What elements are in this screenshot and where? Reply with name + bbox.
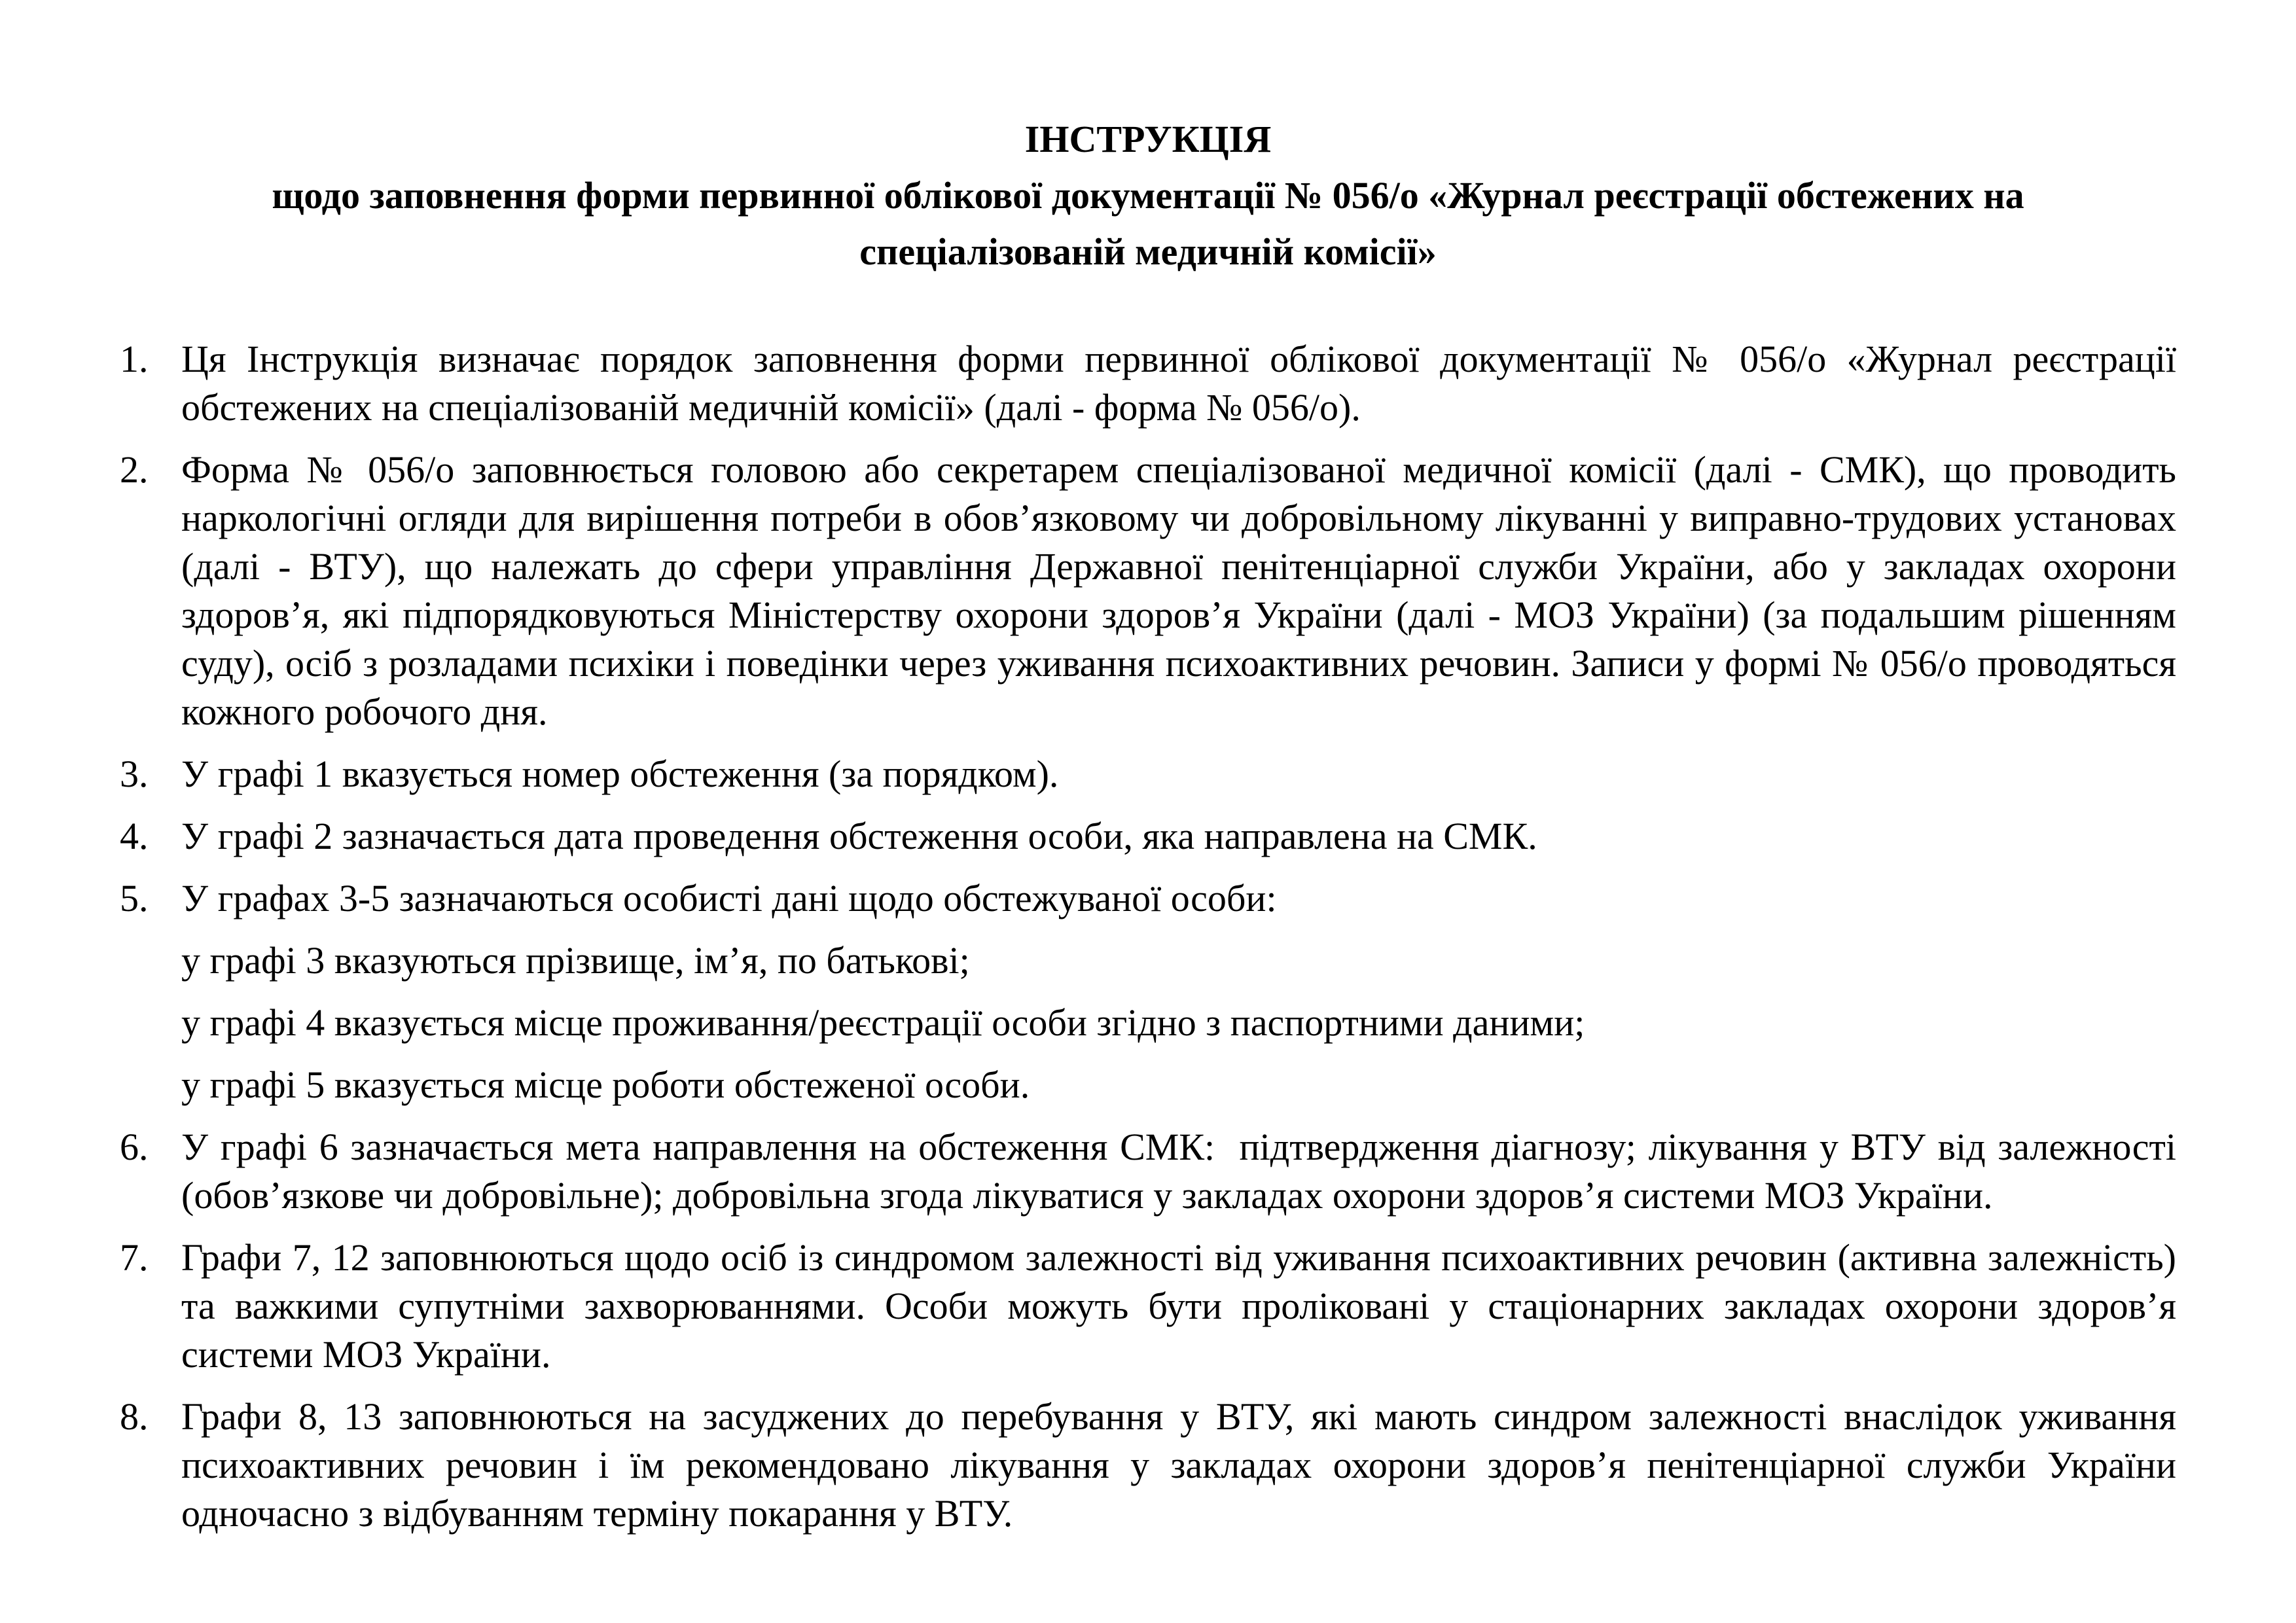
document-title: ІНСТРУКЦІЯ: [1024, 118, 1272, 160]
list-item: [120, 812, 2176, 861]
sub-item: у графі 4 вказується місце проживання/реєстрації особи згідно з паспортними даними;: [181, 1001, 1585, 1044]
list-item-number: 4.: [120, 815, 149, 857]
list-item-text: У графах 3-5 зазначаються особисті дані щодо обстежуваної особи:: [181, 877, 1277, 919]
list-item-text: У графі 2 зазначається дата проведення обстеження особи, яка направлена на СМК.: [181, 815, 1537, 857]
list-item: [120, 446, 2176, 736]
list-item-text: Графи 7, 12 заповнюються щодо осіб із синдромом залежності від уживання психоактивних речовин (активна залежність) та важкими супутніми захворюваннями. Особи можуть бути проліковані у стаціонарних закладах охорони здоров’я системи МОЗ України.: [181, 1236, 2176, 1376]
list-item-text: Ця Інструкція визначає порядок заповнення форми первинної облікової документації № 056/о «Журнал реєстрації обстежених на спеціалізованій медичній комісії» (далі - форма № 056/о).: [181, 338, 2176, 429]
list-item-text: У графі 6 зазначається мета направлення на обстеження СМК: підтвердження діагнозу; лікування у ВТУ від залежності (обов’язкове чи добровільне); добровільна згода лікуватися у закладах охорони здоров’я системи МОЗ України.: [181, 1126, 2176, 1217]
list-item: [120, 874, 2176, 923]
sub-item: у графі 3 вказуються прізвище, ім’я, по батькові;: [181, 939, 970, 982]
list-item-number: 3.: [120, 753, 149, 795]
list-item-number: 5.: [120, 877, 149, 919]
list-item-number: 8.: [120, 1395, 149, 1438]
document-body: [120, 335, 2176, 1538]
sub-item: у графі 5 вказується місце роботи обстеженої особи.: [181, 1063, 1030, 1106]
document-subtitle: щодо заповнення форми первинної облікової документації № 056/о «Журнал реєстрації обстежених на спеціалізованій медичній комісії»: [272, 174, 2024, 273]
list-item-number: 2.: [120, 448, 149, 491]
list-item-number: 7.: [120, 1236, 149, 1279]
list-item-number: 1.: [120, 338, 149, 380]
list-item: [120, 1234, 2176, 1379]
list-item-text: Графи 8, 13 заповнюються на засуджених до перебування у ВТУ, які мають синдром залежності внаслідок уживання психоактивних речовин і їм рекомендовано лікування у закладах охорони здоров’я пенітенціарної служби України одночасно з відбуванням терміну покарання у ВТУ.: [181, 1395, 2176, 1535]
list-item-number: 6.: [120, 1126, 149, 1168]
list-item: [120, 1393, 2176, 1538]
list-item-text: У графі 1 вказується номер обстеження (за порядком).: [181, 753, 1059, 795]
list-item: [120, 750, 2176, 798]
list-item: [120, 335, 2176, 432]
list-item-text: Форма № 056/о заповнюється головою або секретарем спеціалізованої медичної комісії (далі - СМК), що проводить наркологічні огляди для вирішення потреби в обов’язковому чи добровільному лікуванні у виправно-трудових установах (далі - ВТУ), що належать до сфери управління Державної пенітенціарної служби України, або у закладах охорони здоров’я, які підпорядковуються Міністерству охорони здоров’я України (далі - МОЗ України) (за подальшим рішенням суду), осіб з розладами психіки і поведінки через уживання психоактивних речовин. Записи у формі № 056/о проводяться кожного робочого дня.: [181, 448, 2176, 733]
list-item: [120, 1123, 2176, 1220]
